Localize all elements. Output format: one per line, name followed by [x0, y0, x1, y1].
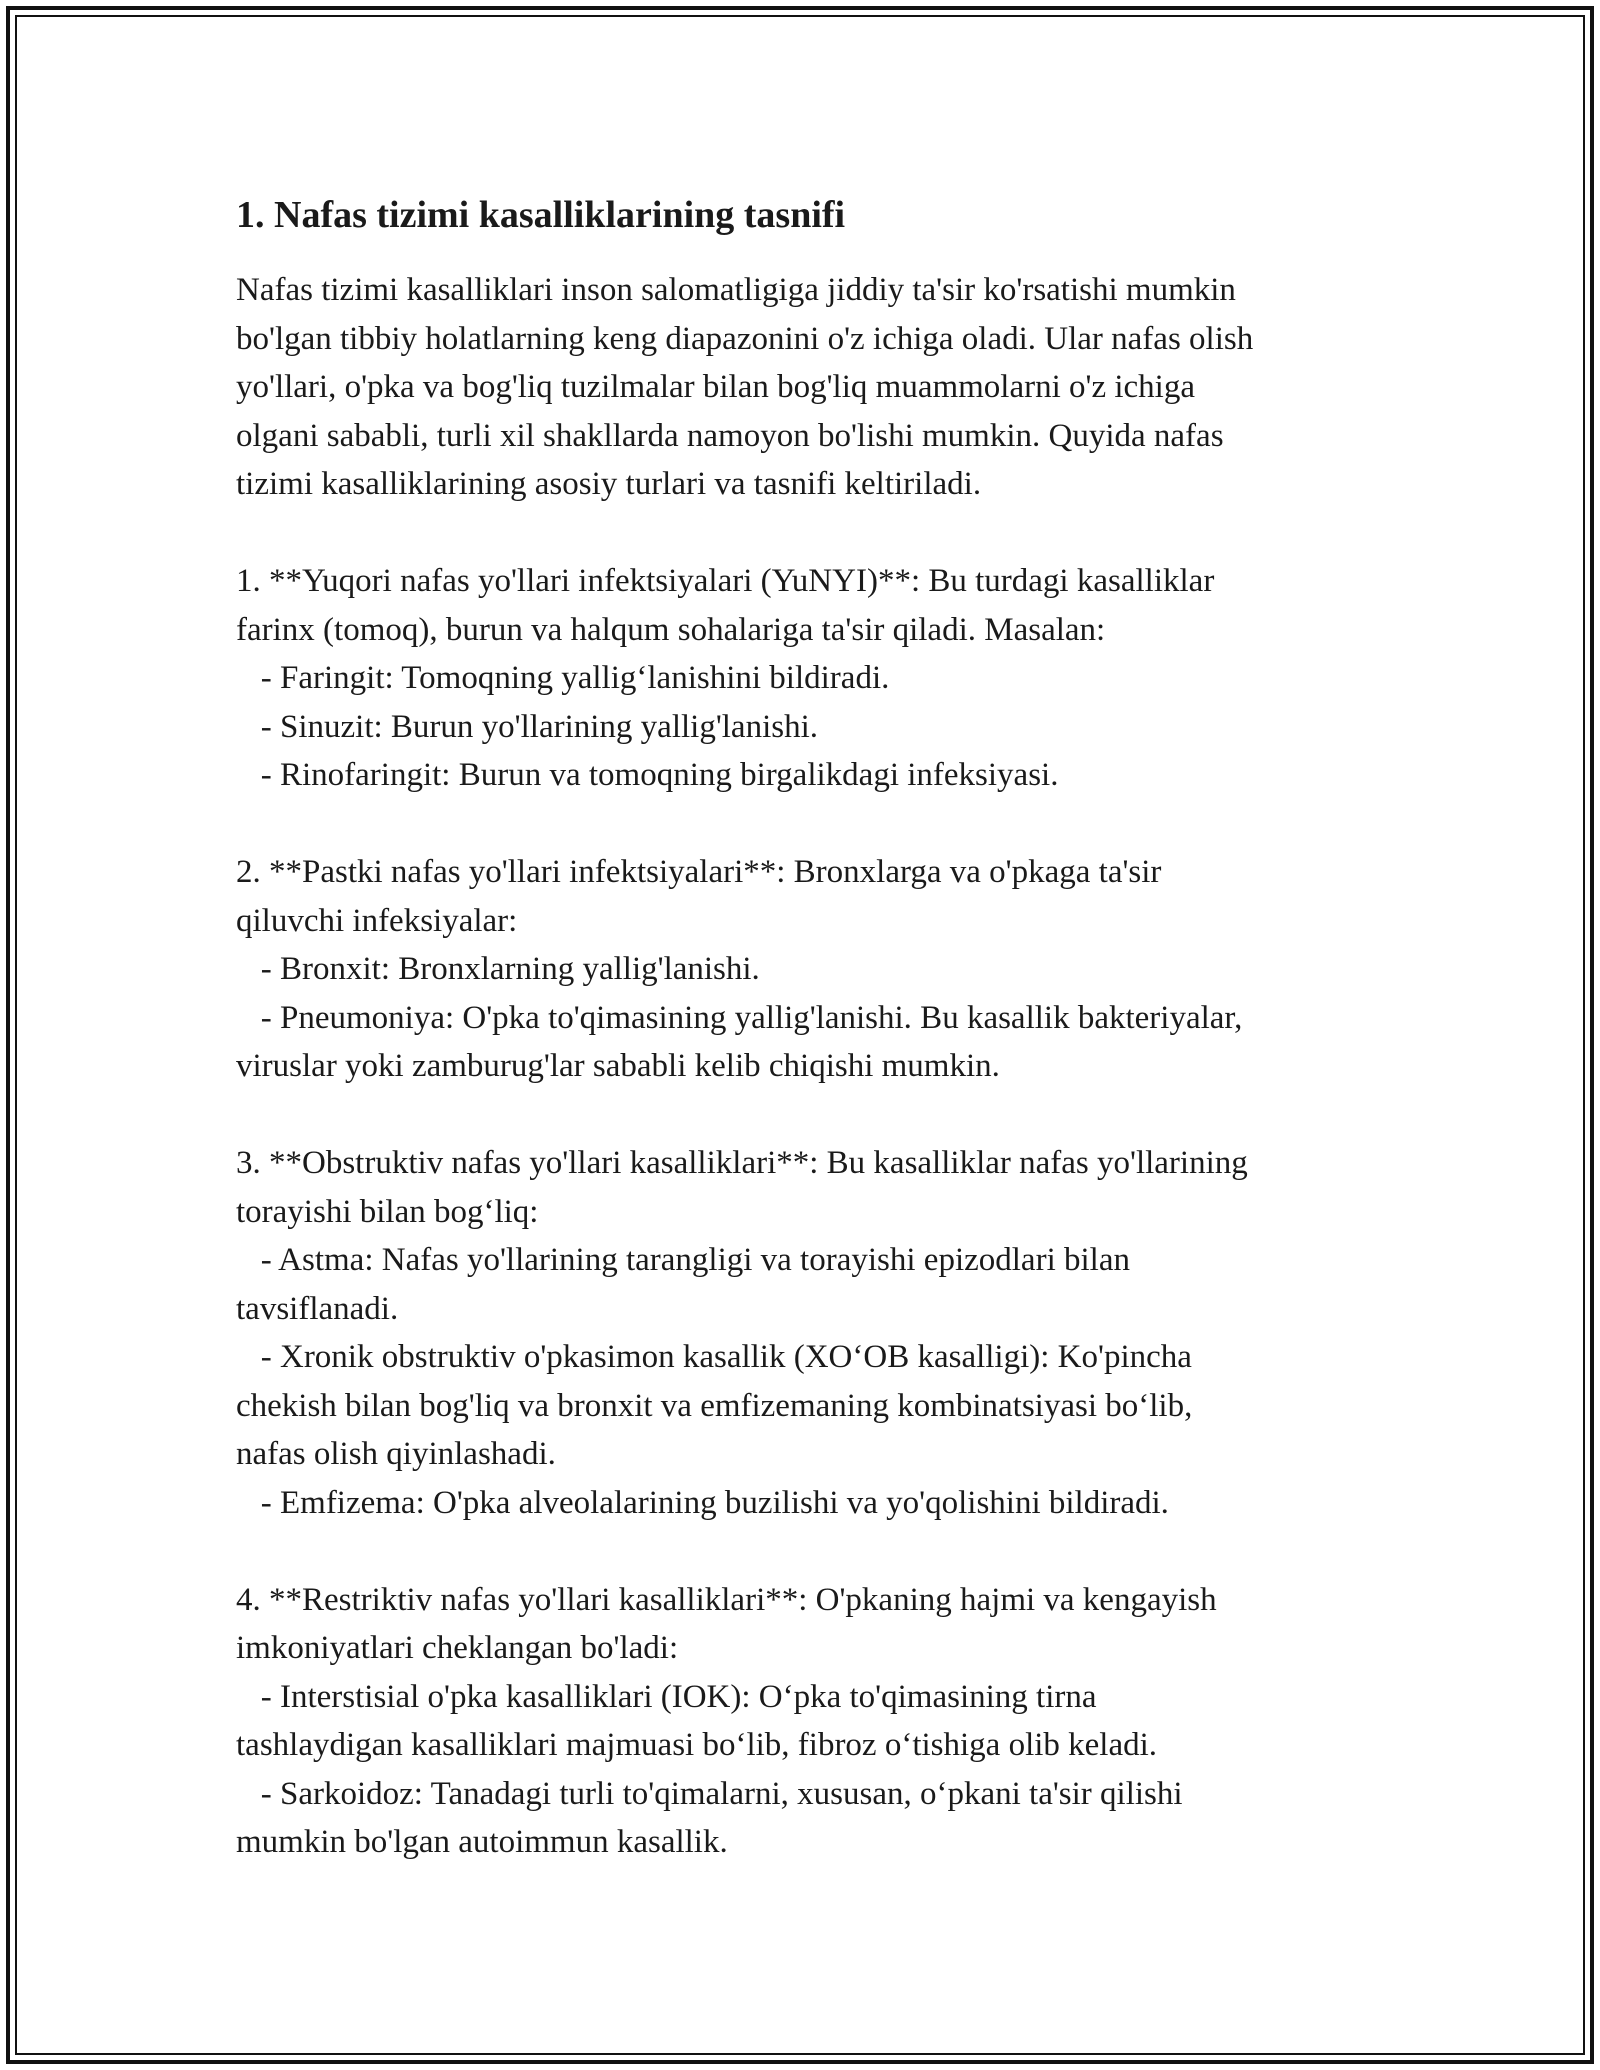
text-line: farinx (tomoq), burun va halqum sohalariga ta'sir qiladi. Masalan: — [236, 611, 1106, 648]
blank-line — [236, 509, 1386, 558]
text-line: - Emfizema: O'pka alveolalarining buzilishi va yo'qolishini bildiradi. — [236, 1484, 1169, 1521]
section-heading: 1. Nafas tizimi kasalliklarining tasnifi — [236, 194, 846, 236]
text-line: olgani sababli, turli xil shakllarda namoyon bo'lishi mumkin. Quyida nafas — [236, 417, 1224, 454]
text-line: yo'llari, o'pka va bog'liq tuzilmalar bilan bog'liq muammolarni o'z ichiga — [236, 369, 1195, 405]
blank-line — [236, 1527, 1386, 1576]
text-line: bo'lgan tibbiy holatlarning keng diapazonini o'z ichiga oladi. Ular nafas olish — [236, 320, 1254, 357]
text-line: - Xronik obstruktiv o'pkasimon kasallik (XO‘OB kasalligi): Ko'pincha — [236, 1339, 1192, 1375]
text-line: nafas olish qiyinlashadi. — [236, 1436, 556, 1472]
blank-line — [236, 800, 1386, 849]
text-line: Nafas tizimi kasalliklari inson salomatligiga jiddiy ta'sir ko'rsatishi mumkin — [236, 272, 1236, 308]
text-line: chekish bilan bog'liq va bronxit va emfizemaning kombinatsiyasi bo‘lib, — [236, 1387, 1193, 1424]
text-line: - Sinuzit: Burun yo'llarining yallig'lanishi. — [236, 708, 819, 745]
text-line: - Rinofaringit: Burun va tomoqning birgalikdagi infeksiyasi. — [236, 757, 1059, 793]
text-line: - Faringit: Tomoqning yallig‘lanishini bildiradi. — [236, 660, 890, 696]
text-line: - Bronxit: Bronxlarning yallig'lanishi. — [236, 951, 760, 987]
text-line: tizimi kasalliklarining asosiy turlari va tasnifi keltiriladi. — [236, 466, 982, 502]
text-line: tashlaydigan kasalliklari majmuasi bo‘lib, fibroz o‘tishiga olib keladi. — [236, 1727, 1158, 1763]
text-line: qiluvchi infeksiyalar: — [236, 902, 518, 939]
text-line: viruslar yoki zamburug'lar sababli kelib chiqishi mumkin. — [236, 1048, 1000, 1084]
text-line: mumkin bo'lgan autoimmun kasallik. — [236, 1824, 728, 1860]
text-line: 3. **Obstruktiv nafas yo'llari kasalliklari**: Bu kasalliklar nafas yo'llarining — [236, 1145, 1248, 1181]
text-line: - Astma: Nafas yo'llarining tarangligi va torayishi epizodlari bilan — [236, 1242, 1130, 1278]
blank-line — [236, 1091, 1386, 1140]
text-line: 4. **Restriktiv nafas yo'llari kasalliklari**: O'pkaning hajmi va kengayish — [236, 1581, 1217, 1618]
text-line: - Sarkoidoz: Tanadagi turli to'qimalarni, xususan, o‘pkani ta'sir qilishi — [236, 1775, 1183, 1812]
text-line: - Pneumoniya: O'pka to'qimasining yallig'lanishi. Bu kasallik bakteriyalar, — [236, 999, 1243, 1036]
text-line: torayishi bilan bog‘liq: — [236, 1193, 539, 1230]
text-line: imkoniyatlari cheklangan bo'ladi: — [236, 1630, 679, 1666]
text-line: 2. **Pastki nafas yo'llari infektsiyalari**: Bronxlarga va o'pkaga ta'sir — [236, 854, 1162, 890]
text-line: tavsiflanadi. — [236, 1290, 399, 1327]
text-line: - Interstisial o'pka kasalliklari (IOK): O‘pka to'qimasining tirna — [236, 1678, 1097, 1715]
document-body — [236, 188, 1386, 1867]
text-block — [236, 266, 1386, 1867]
text-line: 1. **Yuqori nafas yo'llari infektsiyalari (YuNYI)**: Bu turdagi kasalliklar — [236, 563, 1215, 599]
